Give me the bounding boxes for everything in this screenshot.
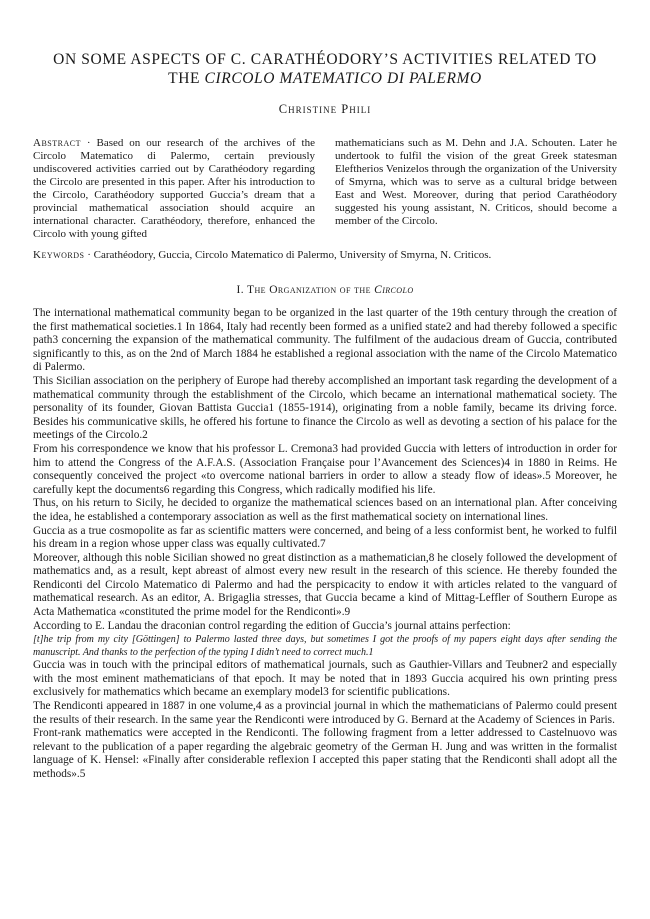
section-heading <box>33 284 617 296</box>
paragraph-5: Guccia as a true cosmopolite as far as scientific matters were concerned, and being of a less conformist bent, he worked to fulfil his dream in a region whose upper class was equally cultivated.7 <box>33 524 617 551</box>
paragraph-1: The international mathematical community began to be organized in the last quarter of the 19th century through the creation of the first mathematical societies.1 In 1864, Italy had recently been formed as a unified state2 and had thereby followed a specific path3 concerning the expansion of the mathematical community. The fulfilment of the audacious dream of Guccia, contributed significantly to this, as on the 2nd of March 1884 he established a regional association with the name of the Circolo Matematico di Palermo. <box>33 307 617 374</box>
abstract <box>33 137 617 241</box>
keywords-label: Keywords <box>33 249 85 261</box>
title-line-1: ON SOME ASPECTS OF C. CARATHÉODORY’S ACTIVITIES RELATED TO <box>53 51 597 68</box>
title-line-2-pre: THE <box>168 70 205 87</box>
paper-title <box>33 50 617 88</box>
section-heading-italic: Circolo <box>374 284 414 296</box>
keywords-text: · Carathéodory, Guccia, Circolo Matematico di Palermo, University of Smyrna, N. Criticos. <box>84 249 492 261</box>
paragraph-9: The Rendiconti appeared in 1887 in one volume,4 as a provincial journal in which the mathematicians of Palermo could present the results of their research. In the same year the Rendiconti were introduced by G. Bernard at the Academy of Sciences in Paris. <box>33 700 617 726</box>
paragraph-2: This Sicilian association on the periphery of Europe had thereby accomplished an important task regarding the development of a mathematical community through the establishment of the Circolo, which became an international mathematical society. The personality of its founder, Giovan Battista Guccia1 (1855-1914), originating from a noble family, became its driving force. Besides his communicative skills, he offered his fortune to finance the Circolo as well as devoting a section of his palace for the meetings of the Circolo.2 <box>33 374 617 442</box>
paragraph-8: Guccia was in touch with the principal editors of mathematical journals, such as Gauthier-Villars and Teubner2 and especially with the most eminent mathematicians of that epoch. It may be noted that in 1893 Guccia acquired his own printing press exclusively for mathematics which became an exemplary model3 for scientific publications. <box>33 659 617 699</box>
paper-page <box>33 50 617 782</box>
paragraph-3: From his correspondence we know that his professor L. Cremona3 had provided Guccia with letters of introduction in order for him to attend the Congress of the A.F.A.S. (Association Française pour l’Avancement des Sciences)4 in 1880 in Reims. He consequently conceived the project «to overcome national barriers in order to allow a steady flow of ideas».5 Moreover, he carefully kept the documents6 regarding this Congress, which radically modified his life. <box>33 442 617 496</box>
abstract-label: Abstract <box>33 137 81 149</box>
abstract-column-1 <box>33 137 315 241</box>
paragraph-4: Thus, on his return to Sicily, he decided to organize the mathematical sciences based on an international plan. After conceiving the idea, he established a contemporary association as well as the first mathematical society on international lines. <box>33 497 617 523</box>
block-quote: [t]he trip from my city [Göttingen] to Palermo lasted three days, but sometimes I got the proofs of my papers eight days after sending the manuscript. And thanks to the perfection of the typing I didn’t need to correct much.1 <box>33 634 617 659</box>
paragraph-10: Front-rank mathematics were accepted in the Rendiconti. The following fragment from a letter addressed to Castelnuovo was relevant to the publication of a paper regarding the algebraic geometry of the German H. Jung and was written in the formalist language of K. Hensel: «Finally after considerable reflexion I accepted this paper stating that the Rendiconti shall adopt all the methods».5 <box>33 727 617 780</box>
author-name: Christine Phili <box>278 102 372 116</box>
abstract-text-1: · Based on our research of the archives of the Circolo Matematico di Palermo, certain previously undiscovered activities carried out by Carathéodory regarding the Circolo are presented in this paper. After his introduction to the Circolo, Carathéodory supported Guccia’s dream that a provincial mathematical association should acquire an international character. Carathéodory, therefore, enhanced the Circolo with young gifted <box>33 137 315 240</box>
abstract-column-2: mathematicians such as M. Dehn and J.A. Schouten. Later he undertook to fulfil the vision of the great Greek statesman Eleftherios Venizelos through the organization of the University of Smyrna, which was to serve as a cultural bridge between East and West. Moreover, during that period Carathéodory suggested his young assistant, N. Criticos, should become a member of the Circolo. <box>335 137 617 227</box>
section-heading-pre: I. The Organization of the <box>236 284 375 296</box>
body-text <box>33 307 617 782</box>
paragraph-6: Moreover, although this noble Sicilian showed no great distinction as a mathematician,8 he closely followed the development of mathematics and, as a result, kept abreast of almost every new result in the research of this science. He thereby founded the Rendiconti del Circolo Matematico di Palermo and had the perspicacity to endow it with articles related to the vanguard of mathematical research. As an editor, A. Brigaglia stresses, that Guccia became a kind of Mittag-Leffler of Southern Europe as Acta Mathematica «constituted the prime model for the Rendiconti».9 <box>33 551 617 619</box>
title-line-2-italic: CIRCOLO MATEMATICO DI PALERMO <box>204 70 482 87</box>
paragraph-7: According to E. Landau the draconian control regarding the edition of Guccia’s journal attains perfection: <box>33 619 511 632</box>
keywords <box>33 249 617 262</box>
